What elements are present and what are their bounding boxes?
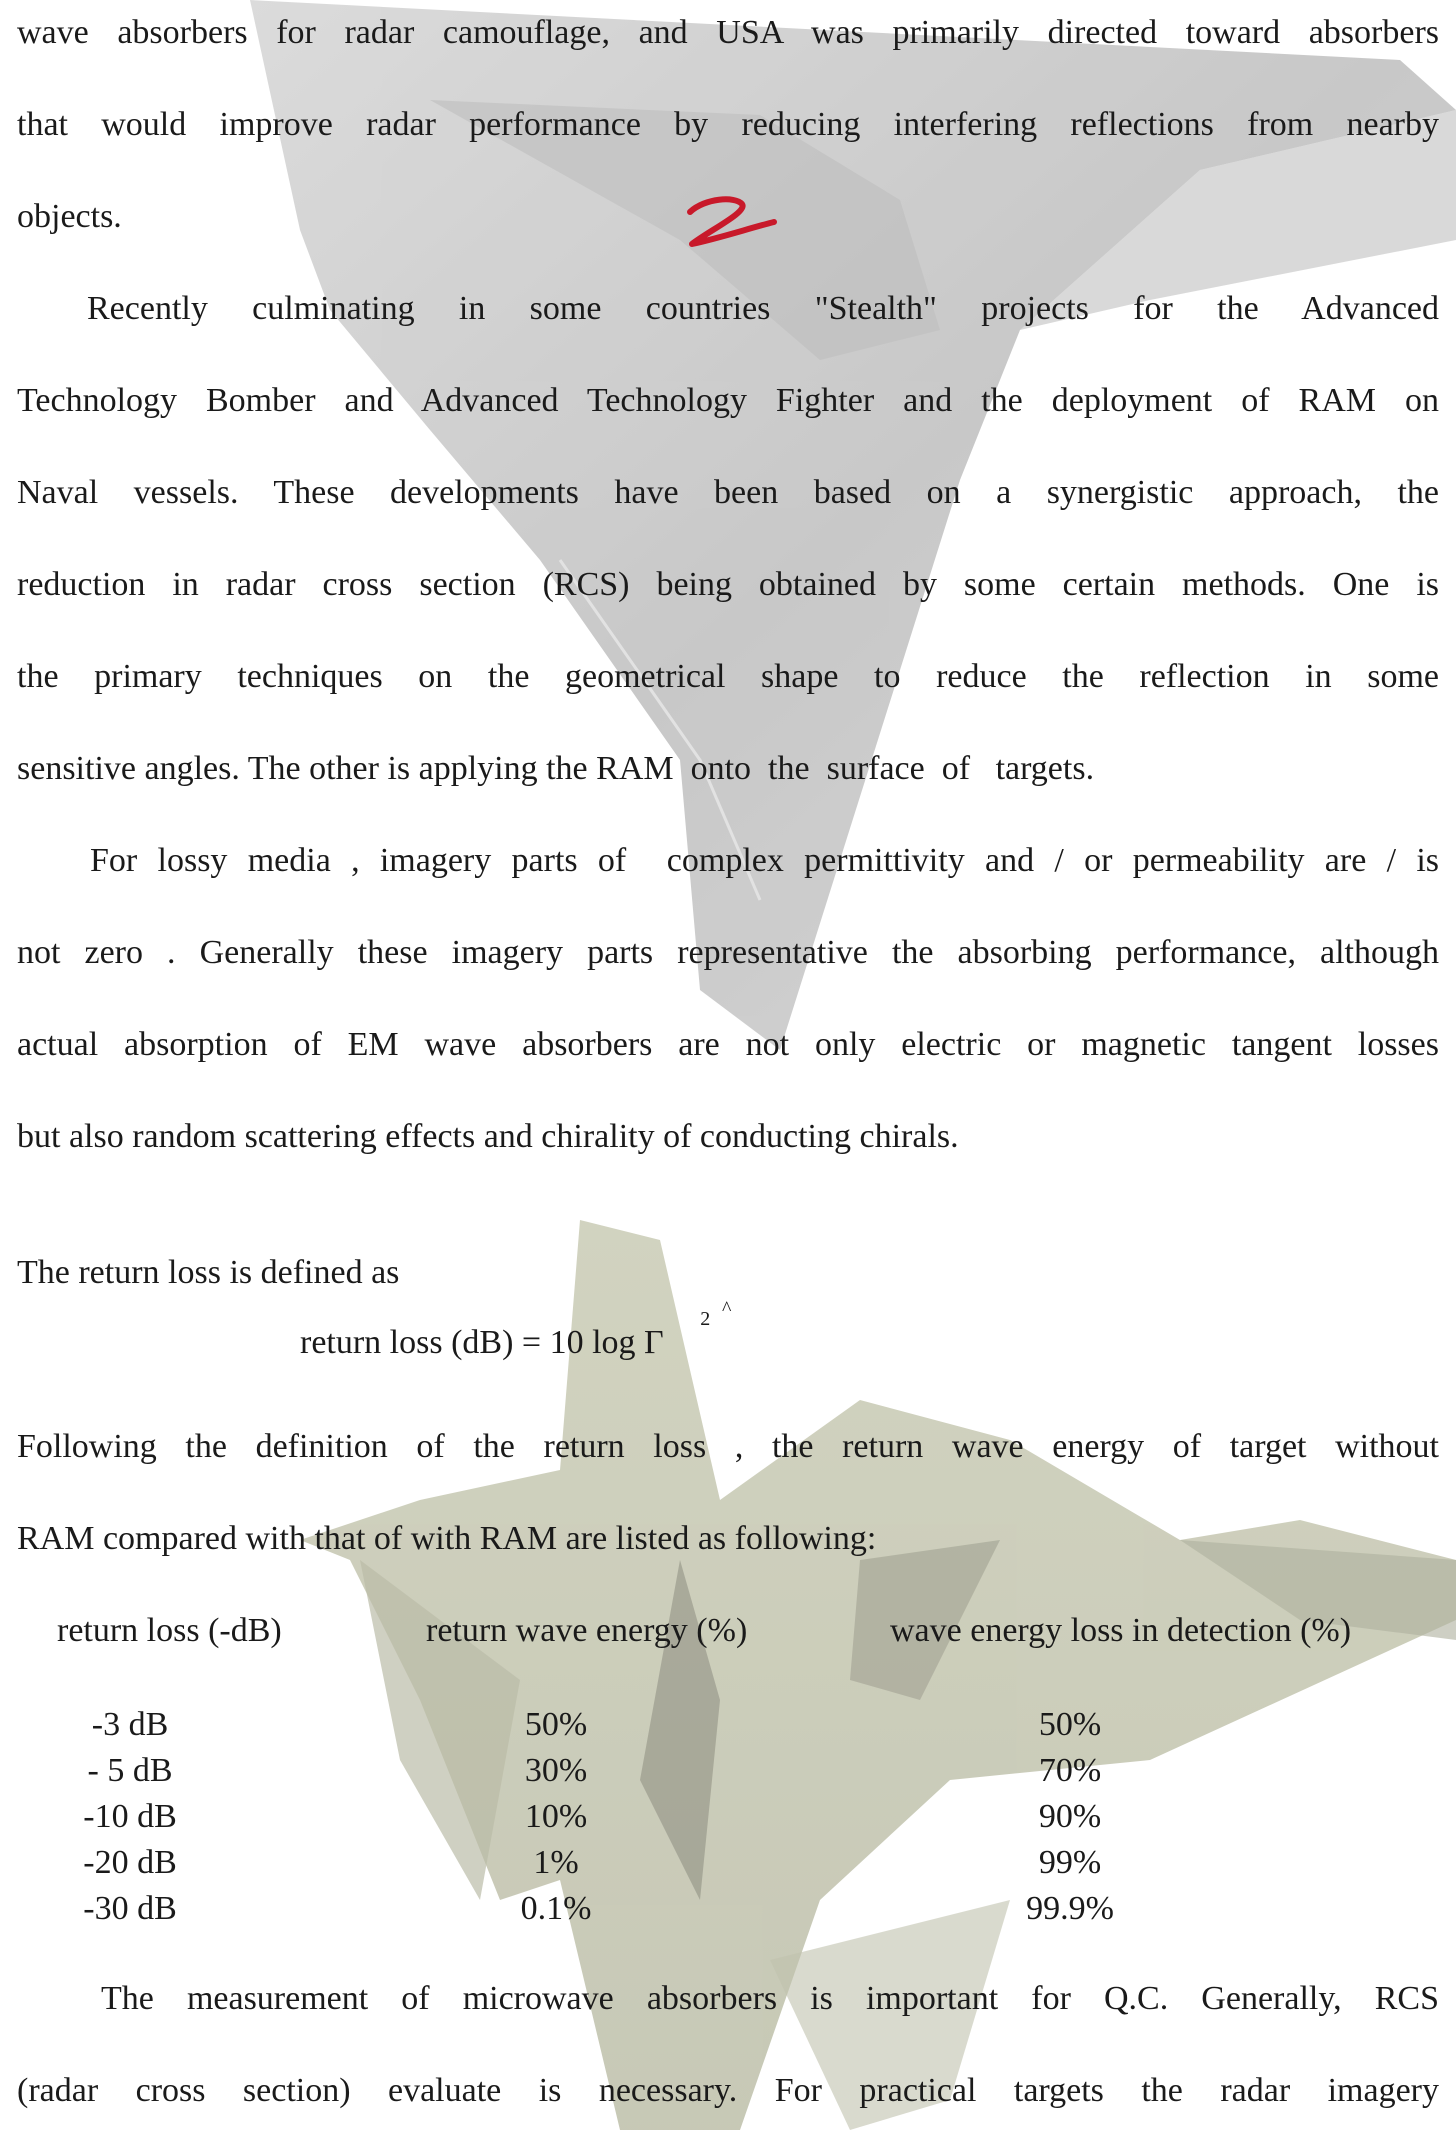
table-cell: - 5 dB [87,1752,173,1789]
formula-text: return loss (dB) = 10 log [300,1324,636,1361]
paragraph-2-line-2: Technology Bomber and Advanced Technology Fighter and the deployment of RAM on [17,382,1439,419]
paragraph-1-line-1: wave absorbers for radar camouflage, and USA was primarily directed toward absorbers [17,14,1439,51]
paragraph-3-line-3: actual absorption of EM wave absorbers are not only electric or magnetic tangent losses [17,1026,1439,1063]
table-cell: 99% [1038,1844,1102,1881]
table-cell: 70% [1038,1752,1102,1789]
table-cell: -10 dB [83,1798,177,1835]
paragraph-1-line-3: objects. [17,198,122,235]
table-header-return-loss: return loss (-dB) [57,1612,282,1649]
paragraph-5-line-2: RAM compared with that of with RAM are listed as following: [17,1520,877,1557]
paragraph-3-line-1: For lossy media , imagery parts of complex permittivity and / or permeability are / is [90,842,1439,879]
table-cell: -30 dB [83,1890,177,1927]
table-header-return-wave-energy: return wave energy (%) [426,1612,748,1649]
paragraph-3-line-2: not zero . Generally these imagery parts representative the absorbing performance, although [17,934,1439,971]
table-cell: -3 dB [91,1706,169,1743]
paragraph-6-line-2: (radar cross section) evaluate is necessary. For practical targets the radar imagery [17,2072,1439,2109]
handwritten-page-mark [680,190,780,260]
table-cell: 10% [524,1798,588,1835]
paragraph-2-line-3: Naval vessels. These developments have been based on a synergistic approach, the [17,474,1439,511]
paragraph-2-line-1: Recently culminating in some countries "Stealth" projects for the Advanced [87,290,1439,327]
table-cell: 50% [524,1706,588,1743]
paragraph-6-line-1: The measurement of microwave absorbers is important for Q.C. Generally, RCS [101,1980,1439,2017]
table-cell: 50% [1038,1706,1102,1743]
paragraph-2-line-4: reduction in radar cross section (RCS) being obtained by some certain methods. One is [17,566,1439,603]
table-header-wave-energy-loss: wave energy loss in detection (%) [890,1612,1352,1649]
paragraph-5-line-1: Following the definition of the return loss , the return wave energy of target without [17,1428,1439,1465]
paragraph-2-line-5: the primary techniques on the geometrical shape to reduce the reflection in some [17,658,1439,695]
paragraph-1-line-2: that would improve radar performance by reducing interfering reflections from nearby [17,106,1439,143]
paragraph-2-line-6: sensitive angles. The other is applying the RAM onto the surface of targets. [17,750,1095,787]
table-cell: 99.9% [1026,1890,1114,1927]
table-cell: 30% [524,1752,588,1789]
formula-exponent: 2 [700,1308,711,1330]
table-cell: -20 dB [83,1844,177,1881]
formula-gamma-symbol: Γ [644,1324,664,1361]
table-cell: 1% [533,1844,579,1881]
return-loss-formula [300,1308,711,1362]
table-cell: 0.1% [520,1890,592,1927]
return-loss-intro: The return loss is defined as [17,1254,400,1291]
paragraph-3-line-4: but also random scattering effects and chirality of conducting chirals. [17,1118,959,1155]
table-cell: 90% [1038,1798,1102,1835]
formula-hat: ^ [722,1298,732,1320]
